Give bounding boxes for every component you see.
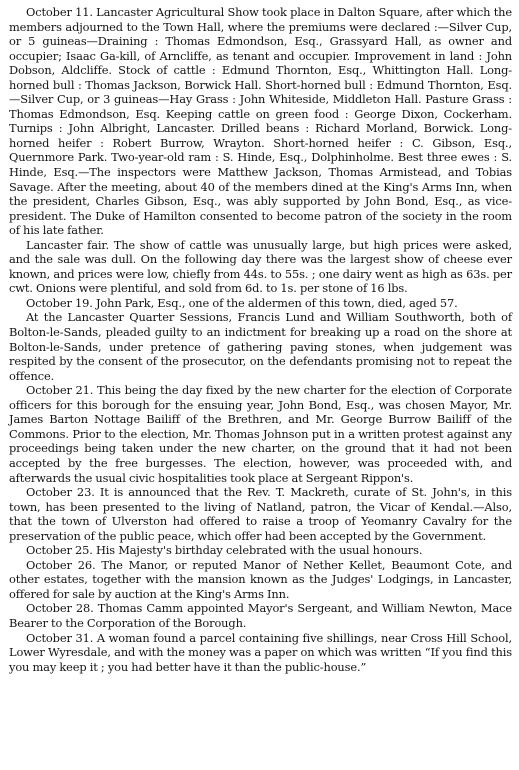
paragraph-john-park-death: October 19. John Park, Esq., one of the aldermen of this town, died, aged 57.: [26, 295, 458, 310]
paragraph-mayors-sergeant: October 28. Thomas Camm appointed Mayor's Sergeant, and William Newton, Mace Bearer to the Corporation of the Borough.: [9, 601, 512, 630]
paragraph-mackreth-natland: October 23. It is announced that the Rev. T. Mackreth, curate of St. John's, in this town, has been presented to the living of Natland, patron, the Vicar of Kendal.—Also, that the town of Ulverston had offered to raise a troop of Yeomanry Cavalry for the preservation of the public peace, which offer had been accepted by the Government.: [9, 485, 512, 543]
paragraph-lancaster-fair: Lancaster fair. The show of cattle was unusually large, but high prices were asked, and the sale was dull. On the following day there was the largest show of cheese ever known, and prices were low, chiefly from 44s. to 55s. ; one dairy went as high as 63s. per cwt. Onions were plentiful, and sold from 6d. to 1s. per stone of 16 lbs.: [9, 237, 512, 296]
paragraph-parcel-found: October 31. A woman found a parcel containing five shillings, near Cross Hill School, Lower Wyresdale, and with the money was a paper on which was written “If you find this you may keep it ; you had better have it than the public-house.”: [9, 630, 512, 674]
paragraph-agricultural-show: October 11. Lancaster Agricultural Show took place in Dalton Square, after which the members adjourned to the Town Hall, where the premiums were declared :—Silver Cup, or 5 guineas—Draining : Thomas Edmondson, Esq., Grassyard Hall, as owner and occupier; Isaac Ga-kill, of Arncliffe, as tenant and occupier. Improvement in land : John Dobson, Aldcliffe. Stock of cattle : Edmund Thornton, Esq., Whittington Hall. Long-horned bull : Thomas Jackson, Borwick Hall. Short-horned bull : Edmund Thornton, Esq.—Silver Cup, or 3 guineas—Hay Grass : John Whiteside, Middleton Hall. Pasture Grass : Thomas Edmondson, Esq. Keeping cattle on green food : George Dixon, Cockerham. Turnips : John Albright, Lancaster. Drilled beans : Richard Morland, Borwick. Long-horned heifer : Robert Burrow, Wrayton. Short-horned heifer : C. Gibson, Esq., Quernmore Park. Two-year-old ram : S. Hinde, Esq., Dolphinholme. Best three ewes : S. Hinde, Esq.—The inspectors were Matthew Jackson, Thomas Armistead, and Tobias Savage. After the meeting, about 40 of the members dined at the King's Arms Inn, when the president, Charles Gibson, Esq., was ably supported by John Bond, Esq., as vice-president. The Duke of Hamilton consented to become patron of the society in the room of his late father.: [9, 5, 512, 238]
paragraph-nether-kellet-sale: October 26. The Manor, or reputed Manor of Nether Kellet, Beaumont Cote, and other estates, together with the mansion known as the Judges' Lodgings, in Lancaster, offered for sale by auction at the King's Arms Inn.: [9, 557, 512, 601]
paragraph-quarter-sessions: At the Lancaster Quarter Sessions, Francis Lund and William Southworth, both of Bolton-le-Sands, pleaded guilty to an indictment for breaking up a road on the shore at Bolton-le-Sands, under pretence of gathering paving stones, when judgement was respited by the consent of the prosecutor, on the defendants promising not to repeat the offence.: [9, 310, 512, 383]
document-page: [9, 5, 512, 765]
paragraph-corporate-election: October 21. This being the day fixed by the new charter for the election of Corporate officers for this borough for the ensuing year, John Bond, Esq., was chosen Mayor, Mr. James Barton Nottage Bailiff of the Brethren, and Mr. George Burrow Bailiff of the Commons. Prior to the election, Mr. Thomas Johnson put in a written protest against any proceedings being taken under the new charter, on the ground that it had not been accepted by the free burgesses. The election, however, was proceeded with, and afterwards the usual civic hospitalities took place at Sergeant Rippon's.: [9, 383, 512, 485]
paragraph-majesty-birthday: October 25. His Majesty's birthday celebrated with the usual honours.: [26, 543, 423, 558]
